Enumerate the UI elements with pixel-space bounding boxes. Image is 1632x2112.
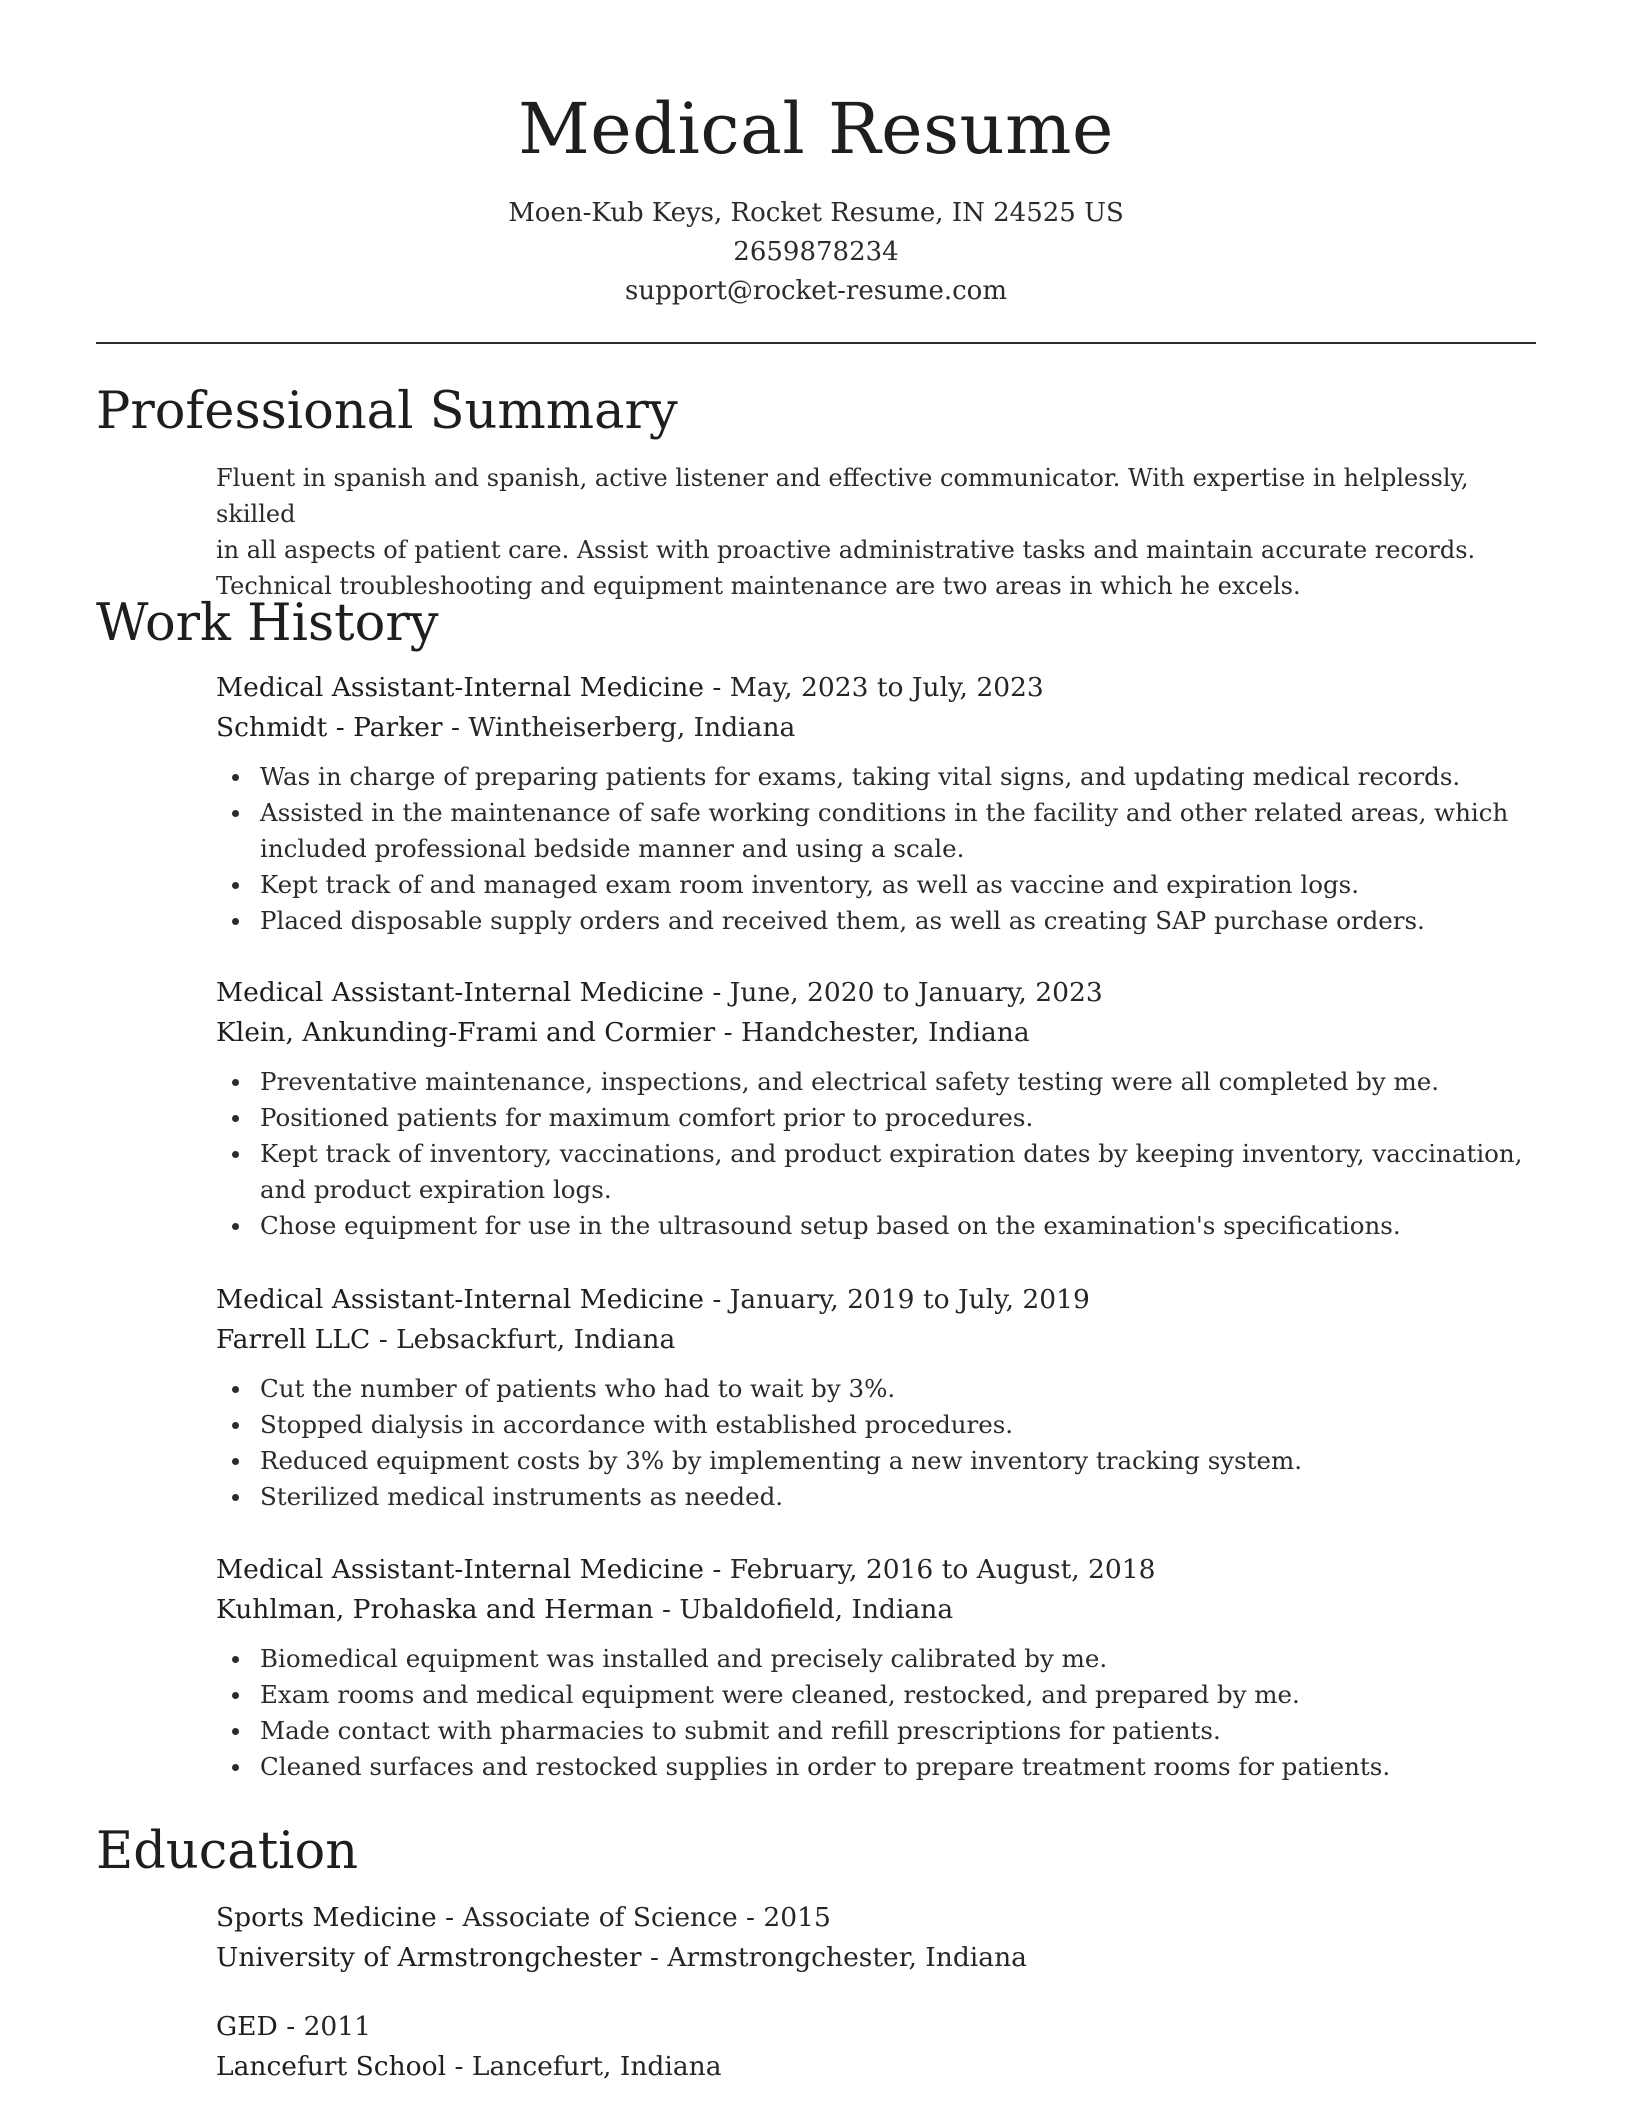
- job-location: - Handchester, Indiana: [715, 1017, 1030, 1048]
- job-company: Schmidt - Parker: [216, 712, 443, 743]
- job-entry: [216, 1280, 1546, 1515]
- job-company-line: [216, 708, 1546, 748]
- job-bullet: Chose equipment for use in the ultrasound setup based on the examination's specifications.: [216, 1208, 1546, 1244]
- contact-phone: 2659878234: [733, 237, 899, 267]
- education-entry: [216, 2007, 1546, 2087]
- job-title-line: [216, 1550, 1546, 1590]
- job-bullet: Preventative maintenance, inspections, and electrical safety testing were all completed by me.: [216, 1064, 1546, 1100]
- job-bullet: Positioned patients for maximum comfort prior to procedures.: [216, 1100, 1546, 1136]
- summary-text: [216, 460, 1546, 604]
- job-bullet: Stopped dialysis in accordance with established procedures.: [216, 1407, 1546, 1443]
- job-location: - Wintheiserberg, Indiana: [442, 712, 796, 743]
- education-degree: Sports Medicine: [216, 1902, 437, 1933]
- job-bullet: Kept track of inventory, vaccinations, and product expiration dates by keeping inventory, vaccination, and product expiration logs.: [216, 1136, 1546, 1208]
- contact-email: support@rocket-resume.com: [624, 276, 1007, 306]
- job-bullets: [216, 1641, 1546, 1785]
- job-title-line: [216, 668, 1546, 708]
- resume-header: [0, 0, 1632, 311]
- job-bullet: Cleaned surfaces and restocked supplies in order to prepare treatment rooms for patients.: [216, 1749, 1546, 1785]
- job-company: Kuhlman, Prohaska and Herman: [216, 1594, 654, 1625]
- job-bullet: Cut the number of patients who had to wait by 3%.: [216, 1371, 1546, 1407]
- job-bullet: Exam rooms and medical equipment were cleaned, restocked, and prepared by me.: [216, 1677, 1546, 1713]
- job-company: Klein, Ankunding-Frami and Cormier: [216, 1017, 716, 1048]
- job-company-line: [216, 1590, 1546, 1630]
- education-degree: GED: [216, 2011, 278, 2042]
- contact-block: [0, 194, 1632, 311]
- education-entry: [216, 1898, 1546, 1978]
- job-title-line: [216, 1280, 1546, 1320]
- job-bullet: Assisted in the maintenance of safe working conditions in the facility and other related areas, which included professional bedside manner and using a scale.: [216, 795, 1546, 867]
- job-bullet: Sterilized medical instruments as needed.: [216, 1479, 1546, 1515]
- education-location: - Lancefurt, Indiana: [446, 2051, 722, 2082]
- resume-name: Medical Resume: [518, 88, 1114, 170]
- job-location: - Ubaldofield, Indiana: [653, 1594, 954, 1625]
- job-bullet: Was in charge of preparing patients for exams, taking vital signs, and updating medical records.: [216, 759, 1546, 795]
- job-bullet: Kept track of and managed exam room inventory, as well as vaccine and expiration logs.: [216, 867, 1546, 903]
- job-company-line: [216, 1013, 1546, 1053]
- job-company-line: [216, 1320, 1546, 1360]
- job-bullet: Biomedical equipment was installed and precisely calibrated by me.: [216, 1641, 1546, 1677]
- summary-line: Fluent in spanish and spanish, active listener and effective communicator. With expertise in helplessly, skilled: [216, 464, 1469, 528]
- contact-address: Moen-Kub Keys, Rocket Resume, IN 24525 US: [508, 198, 1124, 228]
- job-bullets: [216, 1371, 1546, 1515]
- job-dates: - January, 2019 to July, 2019: [703, 1284, 1090, 1315]
- job-location: - Lebsackfurt, Indiana: [370, 1324, 676, 1355]
- job-entry: [216, 668, 1546, 939]
- job-bullet: Placed disposable supply orders and received them, as well as creating SAP purchase orders.: [216, 903, 1546, 939]
- education-school-line: [216, 1938, 1546, 1978]
- section-title-summary: Professional Summary: [96, 382, 678, 441]
- education-school-line: [216, 2047, 1546, 2087]
- education-degree-line: [216, 2007, 1546, 2047]
- job-company: Farrell LLC: [216, 1324, 371, 1355]
- section-title-work-history: Work History: [96, 594, 439, 653]
- education-school: University of Armstrongchester: [216, 1942, 642, 1973]
- job-dates: - May, 2023 to July, 2023: [703, 672, 1044, 703]
- job-position: Medical Assistant-Internal Medicine: [216, 977, 704, 1008]
- education-detail: - Associate of Science - 2015: [436, 1902, 831, 1933]
- job-bullets: [216, 759, 1546, 939]
- job-bullet: Made contact with pharmacies to submit and refill prescriptions for patients.: [216, 1713, 1546, 1749]
- education-degree-line: [216, 1898, 1546, 1938]
- summary-line: Technical troubleshooting and equipment maintenance are two areas in which he excels.: [216, 572, 1301, 600]
- summary-line: in all aspects of patient care. Assist with proactive administrative tasks and maintain accurate records.: [216, 536, 1476, 564]
- education-location: - Armstrongchester, Indiana: [641, 1942, 1027, 1973]
- job-bullets: [216, 1064, 1546, 1244]
- job-bullet: Reduced equipment costs by 3% by implementing a new inventory tracking system.: [216, 1443, 1546, 1479]
- job-dates: - February, 2016 to August, 2018: [703, 1554, 1156, 1585]
- job-position: Medical Assistant-Internal Medicine: [216, 1284, 704, 1315]
- section-title-education: Education: [96, 1822, 359, 1881]
- job-entry: [216, 973, 1546, 1244]
- job-entry: [216, 1550, 1546, 1785]
- job-title-line: [216, 973, 1546, 1013]
- job-position: Medical Assistant-Internal Medicine: [216, 1554, 704, 1585]
- education-school: Lancefurt School: [216, 2051, 447, 2082]
- job-position: Medical Assistant-Internal Medicine: [216, 672, 704, 703]
- education-detail: - 2011: [277, 2011, 372, 2042]
- job-dates: - June, 2020 to January, 2023: [703, 977, 1103, 1008]
- header-divider: [96, 342, 1536, 344]
